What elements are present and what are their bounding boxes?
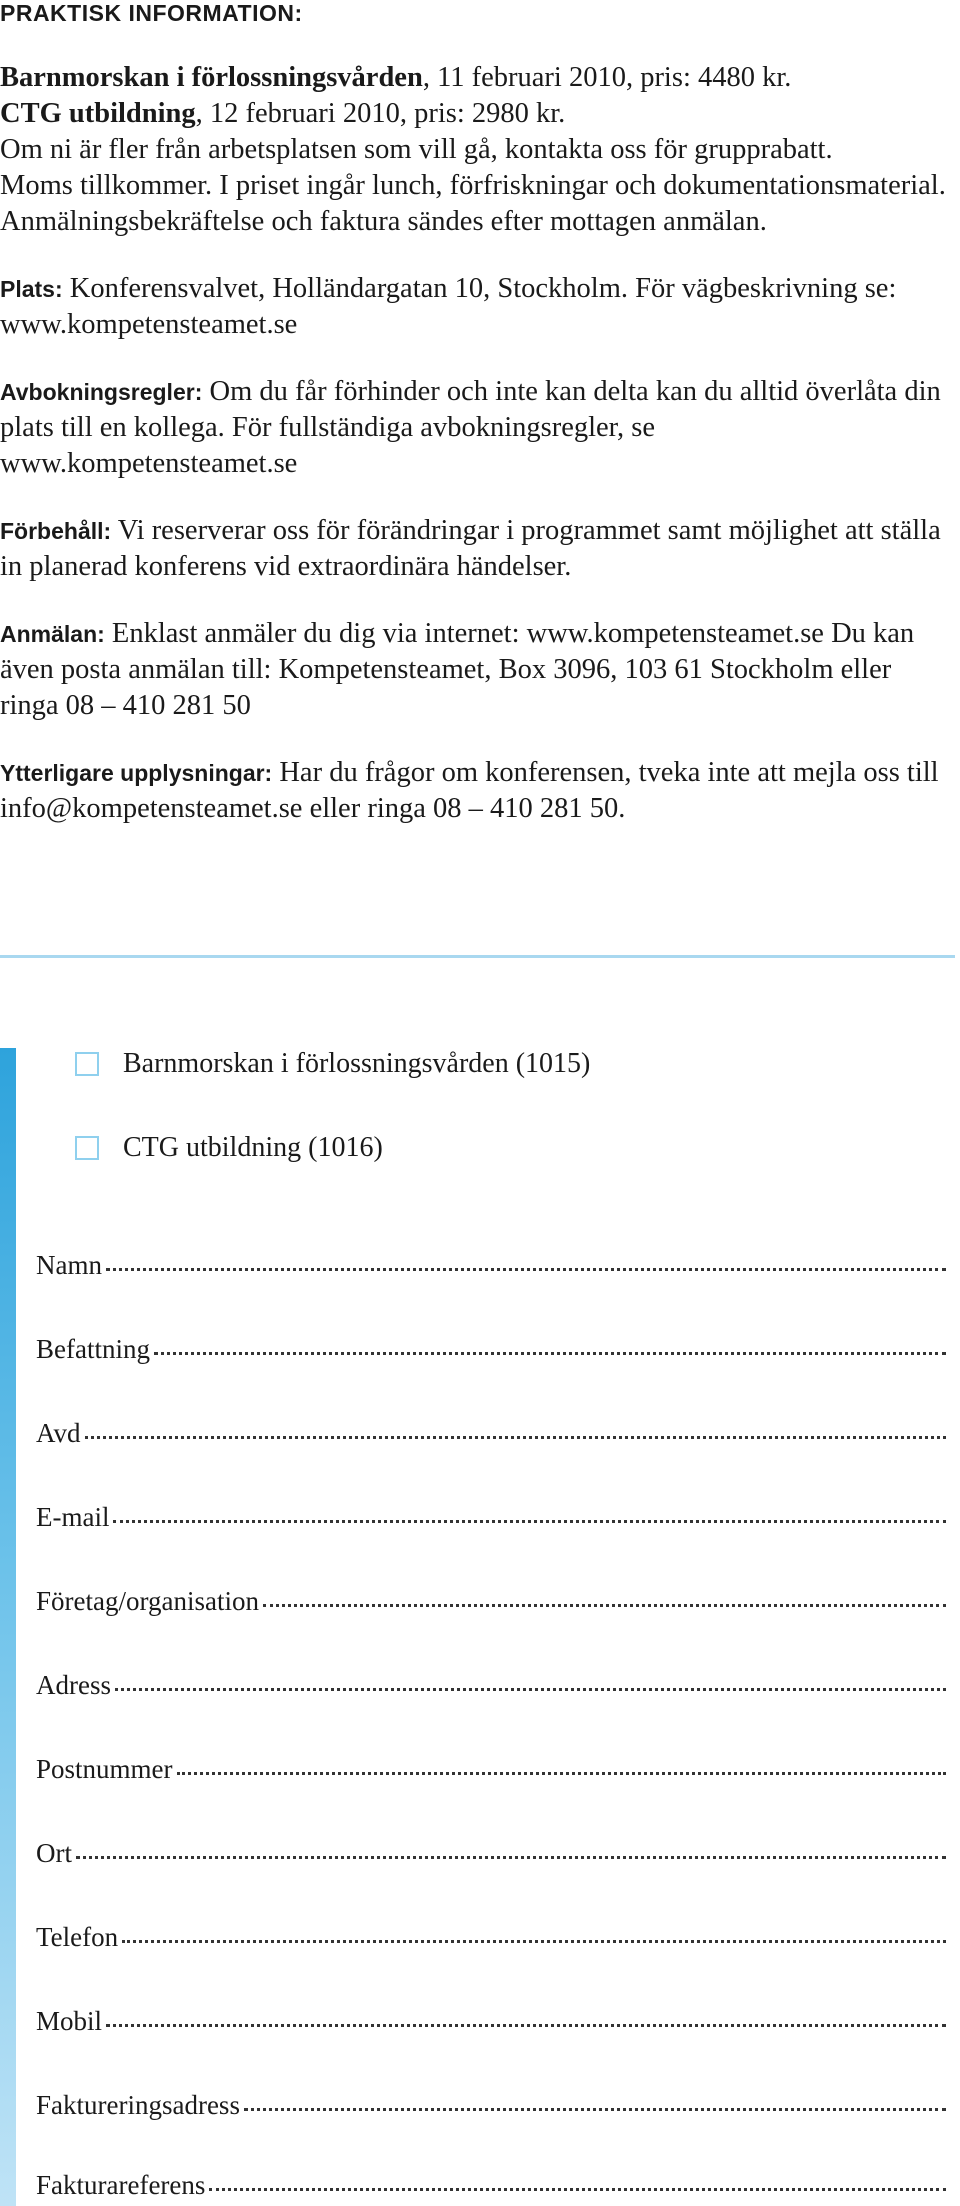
field-position[interactable]	[36, 1334, 946, 1370]
reservation-paragraph	[0, 513, 955, 585]
place-label: Plats:	[0, 276, 63, 302]
field-label: Mobil	[36, 2006, 103, 2036]
place-text: Konferensvalvet, Holländargatan 10, Stockholm. För vägbeskrivning se: www.kompetensteamet.se	[0, 273, 897, 340]
reservation-text: Vi reserverar oss för förändringar i programmet samt möjlighet att ställa in planerad konferens vid extraordinära händelser.	[0, 515, 941, 582]
fill-line[interactable]	[244, 2104, 946, 2111]
field-label: Ort	[36, 1838, 72, 1868]
option-label-1015: Barnmorskan i förlossningsvården (1015)	[123, 1048, 591, 1079]
vat-text: Moms tillkommer. I priset ingår lunch, förfriskningar och dokumentationsmaterial. Anmälningsbekräftelse och faktura sändes efter mottagen anmälan.	[0, 170, 946, 237]
more-info-text: Har du frågor om konferensen, tveka inte att mejla oss till info@kompetensteamet.se eller ringa 08 – 410 281 50.	[0, 757, 939, 824]
field-label: Faktureringsadress	[36, 2090, 240, 2120]
option-row-1016[interactable]	[75, 1132, 383, 1164]
section-heading: PRAKTISK INFORMATION:	[0, 0, 303, 26]
form-accent-bar	[0, 1048, 16, 2206]
course-details-1: , 11 februari 2010, pris: 4480 kr.	[422, 62, 792, 93]
registration-paragraph	[0, 616, 955, 724]
fill-line[interactable]	[106, 2020, 946, 2027]
cancellation-paragraph	[0, 374, 955, 482]
field-name[interactable]	[36, 1250, 946, 1286]
field-label: Telefon	[36, 1922, 119, 1952]
option-label-1016: CTG utbildning (1016)	[123, 1132, 383, 1163]
field-label: Adress	[36, 1670, 111, 1700]
field-mobile[interactable]	[36, 2006, 946, 2042]
checkbox-1016[interactable]	[75, 1136, 99, 1160]
option-row-1015[interactable]	[75, 1048, 590, 1080]
fill-line[interactable]	[177, 1768, 946, 1775]
field-department[interactable]	[36, 1418, 946, 1454]
fill-line[interactable]	[154, 1348, 946, 1355]
field-city[interactable]	[36, 1838, 946, 1874]
fill-line[interactable]	[85, 1432, 947, 1439]
field-label: Fakturareferens	[36, 2170, 206, 2200]
field-postal-code[interactable]	[36, 1754, 946, 1790]
field-label: Avd	[36, 1418, 81, 1448]
field-phone[interactable]	[36, 1922, 946, 1958]
reservation-label: Förbehåll:	[0, 518, 112, 544]
fill-line[interactable]	[113, 1516, 946, 1523]
fill-line[interactable]	[115, 1684, 946, 1691]
field-address[interactable]	[36, 1670, 946, 1706]
field-invoice-reference[interactable]	[36, 2170, 946, 2206]
more-info-label: Ytterligare upplysningar:	[0, 760, 273, 786]
registration-text: Enklast anmäler du dig via internet: www.kompetensteamet.se Du kan även posta anmälan till: Kompetensteamet, Box 3096, 103 61 Stockholm eller ringa 08 – 410 281 50	[0, 618, 915, 721]
registration-label: Anmälan:	[0, 621, 105, 647]
group-discount-text: Om ni är fler från arbetsplatsen som vill gå, kontakta oss för grupprabatt.	[0, 134, 833, 165]
course-name-1: Barnmorskan i förlossningsvården	[0, 62, 423, 93]
course-list	[0, 60, 955, 240]
field-label: E-mail	[36, 1502, 110, 1532]
field-label: Namn	[36, 1250, 102, 1280]
field-label: Företag/organisation	[36, 1586, 259, 1616]
field-label: Postnummer	[36, 1754, 173, 1784]
field-billing-address[interactable]	[36, 2090, 946, 2126]
course-details-2: , 12 februari 2010, pris: 2980 kr.	[195, 98, 566, 129]
fill-line[interactable]	[76, 1852, 946, 1859]
section-divider	[0, 955, 955, 958]
fill-line[interactable]	[263, 1600, 946, 1607]
field-email[interactable]	[36, 1502, 946, 1538]
checkbox-1015[interactable]	[75, 1052, 99, 1076]
course-name-2: CTG utbildning	[0, 98, 196, 129]
fill-line[interactable]	[122, 1936, 946, 1943]
fill-line[interactable]	[209, 2184, 946, 2191]
more-info-paragraph	[0, 755, 955, 827]
field-company[interactable]	[36, 1586, 946, 1622]
fill-line[interactable]	[106, 1264, 946, 1271]
place-paragraph	[0, 271, 955, 343]
field-label: Befattning	[36, 1334, 150, 1364]
info-block	[0, 60, 955, 858]
cancellation-text: Om du får förhinder och inte kan delta kan du alltid överlåta din plats till en kollega. För fullständiga avbokningsregler, se www.kompetensteamet.se	[0, 376, 941, 479]
cancellation-label: Avbokningsregler:	[0, 379, 203, 405]
